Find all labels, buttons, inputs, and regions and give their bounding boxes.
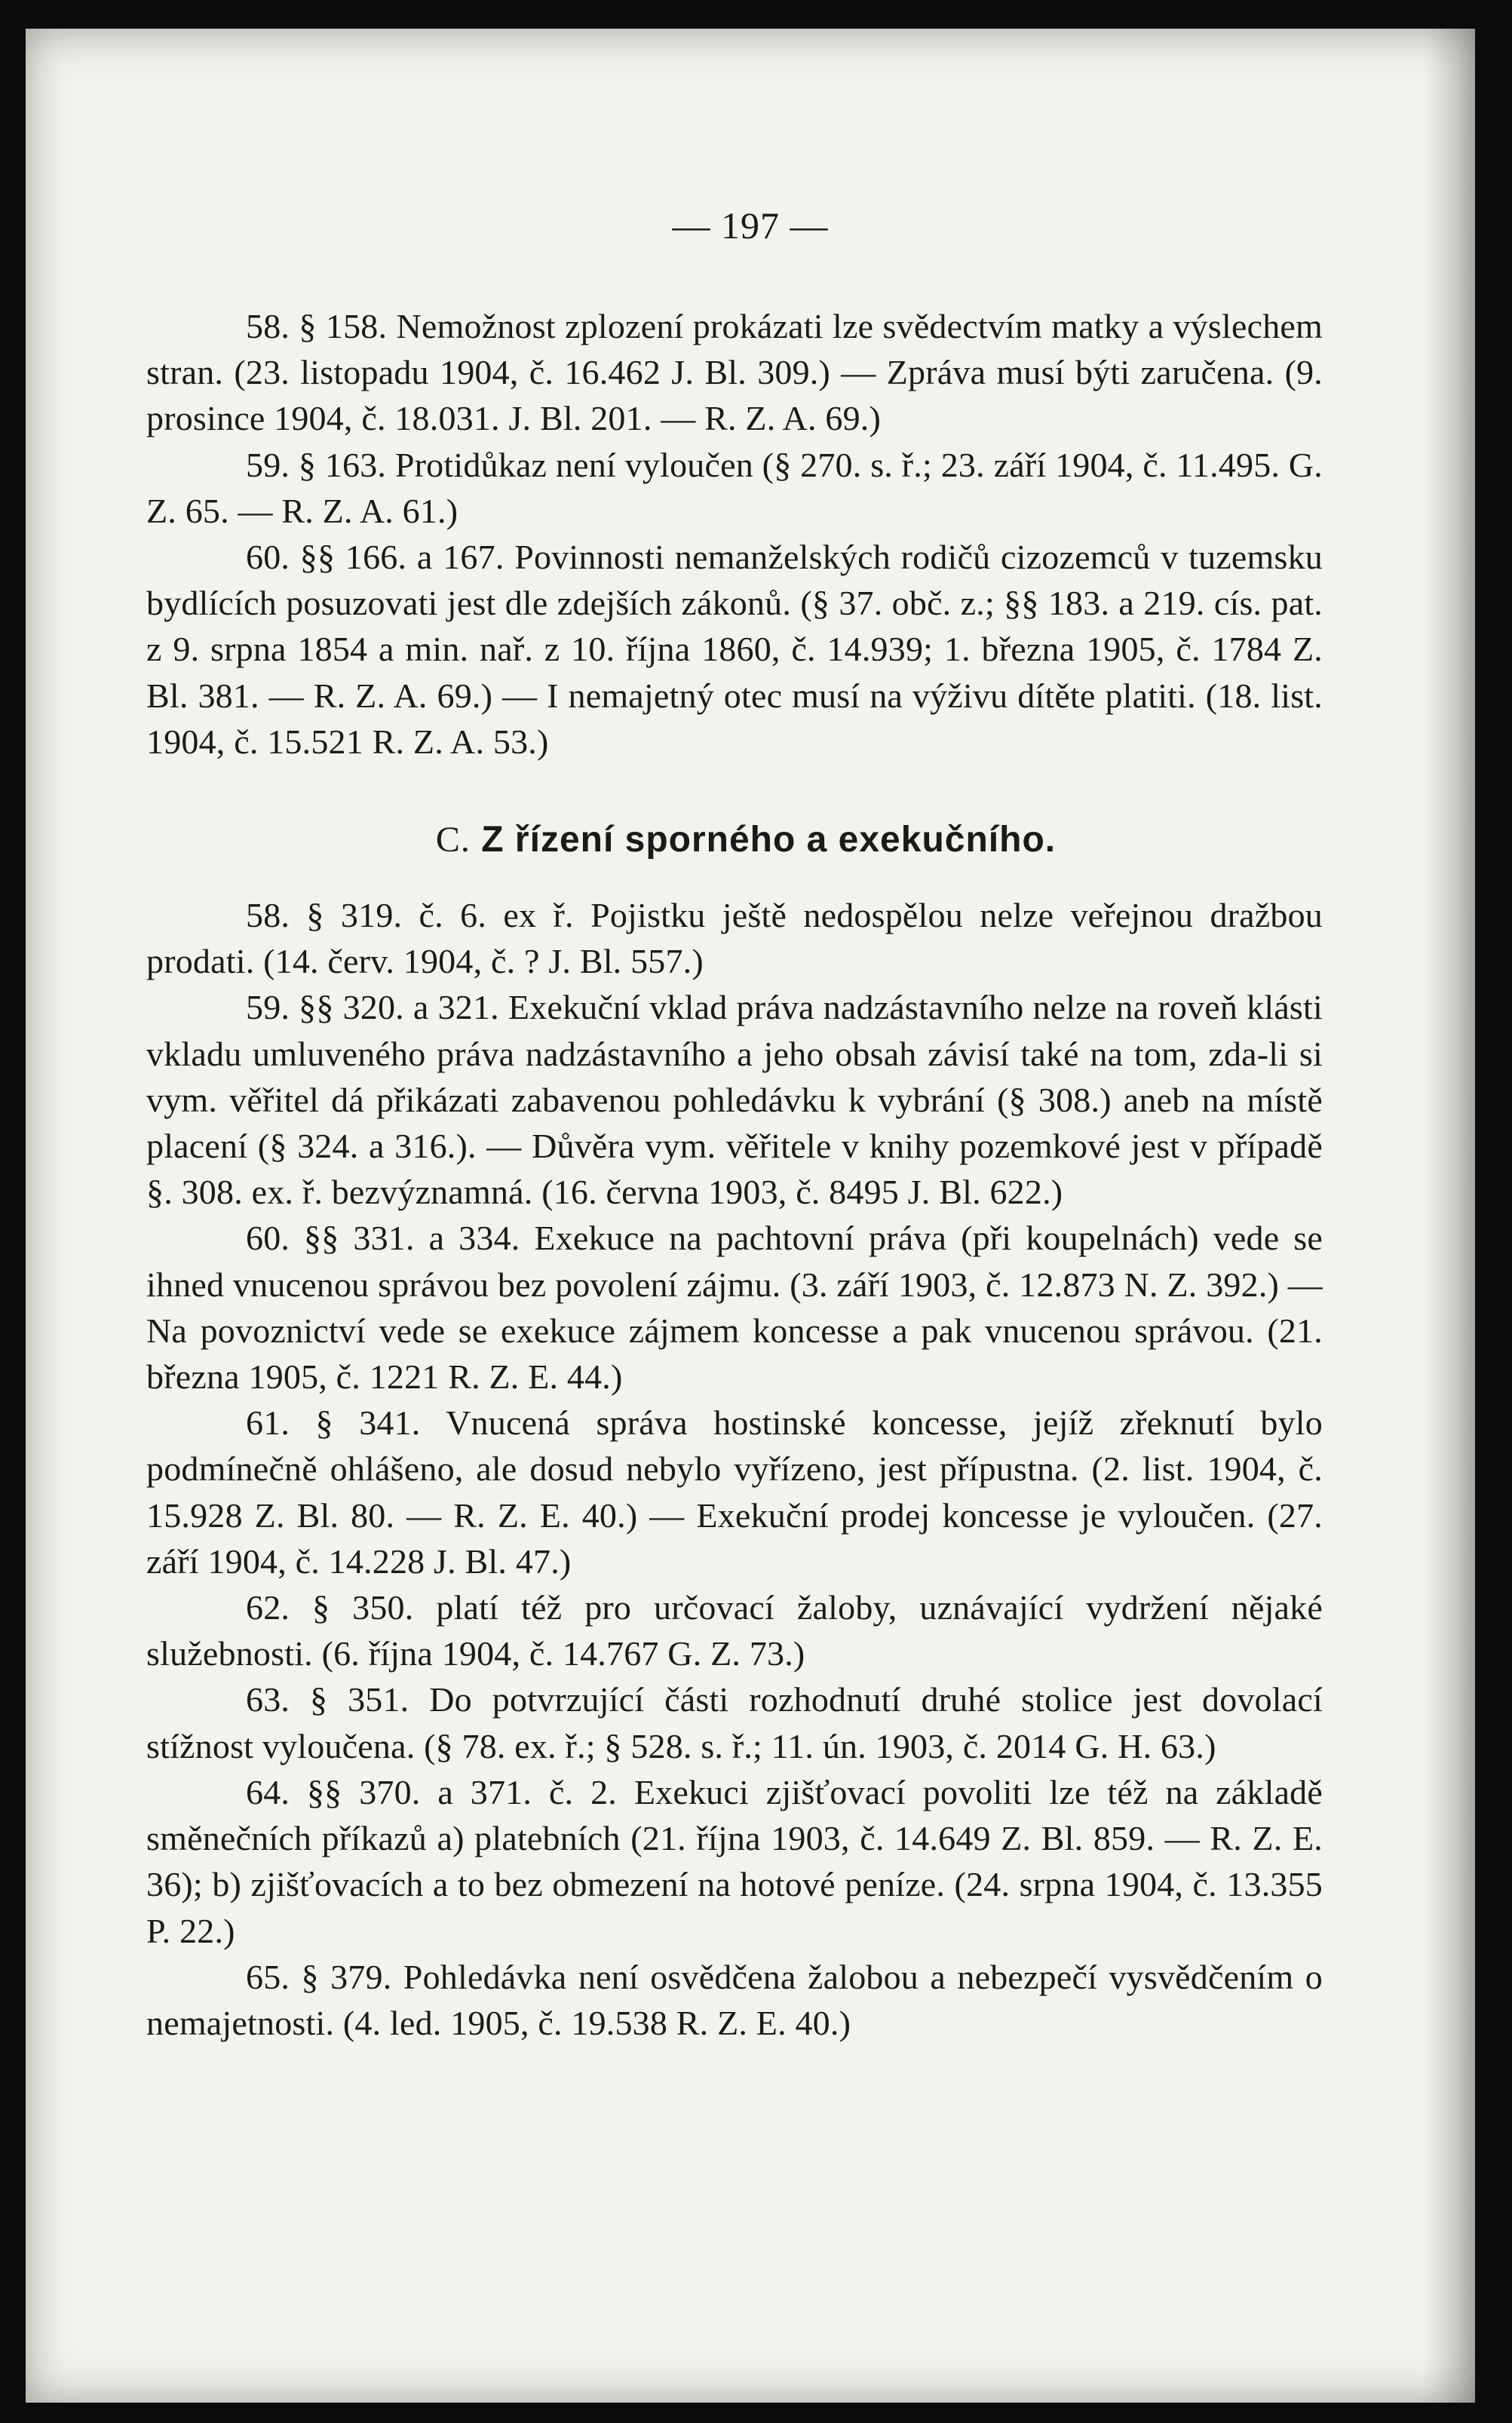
paragraph-65-c: 65. § 379. Pohledávka není osvědčena žalobou a nebezpečí vysvědčením o nemajetnosti. (4. led. 1905, č. 19.538 R. Z. E. 40.) [146,1957,1323,2042]
page-text [146,303,1323,2046]
paragraph-59-c: 59. §§ 320. a 321. Exekuční vklad práva nadzástavního nelze na roveň klásti vkladu umluveného práva nadzástavního a jeho obsah závisí také na tom, zda-li si vym. věřitel dá přikázati zabavenou pohledávku k vybrání (§ 308.) aneb na místě placení (§ 324. a 316.). — Důvěra vym. věřitele v knihy pozemkové jest v případě §. 308. ex. ř. bezvýznamná. (16. června 1903, č. 8495 J. Bl. 622.) [146,988,1323,1212]
section-heading [146,819,1323,860]
paragraph-62-c: 62. § 350. platí též pro určovací žaloby, uznávající vydržení nějaké služebnosti. (6. října 1904, č. 14.767 G. Z. 73.) [146,1588,1323,1673]
paragraph-63-c: 63. § 351. Do potvrzující části rozhodnutí druhé stolice jest dovolací stížnost vyloučena. (§ 78. ex. ř.; § 528. s. ř.; 11. ún. 1903, č. 2014 G. H. 63.) [146,1680,1323,1765]
paragraph-61-c: 61. § 341. Vnucená správa hostinské koncesse, jejíž zřeknutí bylo podmínečně ohlášeno, ale dosud nebylo vyřízeno, jest přípustna. (2. list. 1904, č. 15.928 Z. Bl. 80. — R. Z. E. 40.) — Exekuční prodej koncesse je vyloučen. (27. září 1904, č. 14.228 J. Bl. 47.) [146,1403,1323,1581]
paragraph-59-b: 59. § 163. Protidůkaz není vyloučen (§ 270. s. ř.; 23. září 1904, č. 11.495. G. Z. 65. — R. Z. A. 61.) [146,445,1323,530]
paragraph-60-b: 60. §§ 166. a 167. Povinnosti nemanželských rodičů cizozemců v tuzemsku bydlících posuzovati jest dle zdejších zákonů. (§ 37. obč. z.; §§ 183. a 219. cís. pat. z 9. srpna 1854 a min. nař. z 10. října 1860, č. 14.939; 1. března 1905, č. 1784 Z. Bl. 381. — R. Z. A. 69.) — I nemajetný otec musí na výživu dítěte platiti. (18. list. 1904, č. 15.521 R. Z. A. 53.) [146,538,1323,761]
section-letter: C. [435,820,471,860]
section-title: Z řízení sporného a exekučního. [481,820,1057,860]
book-page [26,29,1475,2403]
paragraph-60-c: 60. §§ 331. a 334. Exekuce na pachtovní práva (při koupelnách) vede se ihned vnucenou správou bez povolení zájmu. (3. září 1903, č. 12.873 N. Z. 392.) — Na povoznictví vede se exekuce zájmem koncesse a pak vnucenou správou. (21. března 1905, č. 1221 R. Z. E. 44.) [146,1219,1323,1397]
paragraph-58-c: 58. § 319. č. 6. ex ř. Pojistku ještě nedospělou nelze veřejnou dražbou prodati. (14. červ. 1904, č. ? J. Bl. 557.) [146,896,1323,981]
paragraph-58-b: 58. § 158. Nemožnost zplození prokázati lze svědectvím matky a výslechem stran. (23. listopadu 1904, č. 16.462 J. Bl. 309.) — Zpráva musí býti zaručena. (9. prosince 1904, č. 18.031. J. Bl. 201. — R. Z. A. 69.) [146,307,1323,438]
paragraph-64-c: 64. §§ 370. a 371. č. 2. Exekuci zjišťovací povoliti lze též na základě směnečních příkazů a) platebních (21. října 1903, č. 14.649 Z. Bl. 859. — R. Z. E. 36); b) zjišťovacích a to bez obmezení na hotové peníze. (24. srpna 1904, č. 13.355 P. 22.) [146,1772,1323,1950]
page-number: — 197 — [672,204,829,247]
